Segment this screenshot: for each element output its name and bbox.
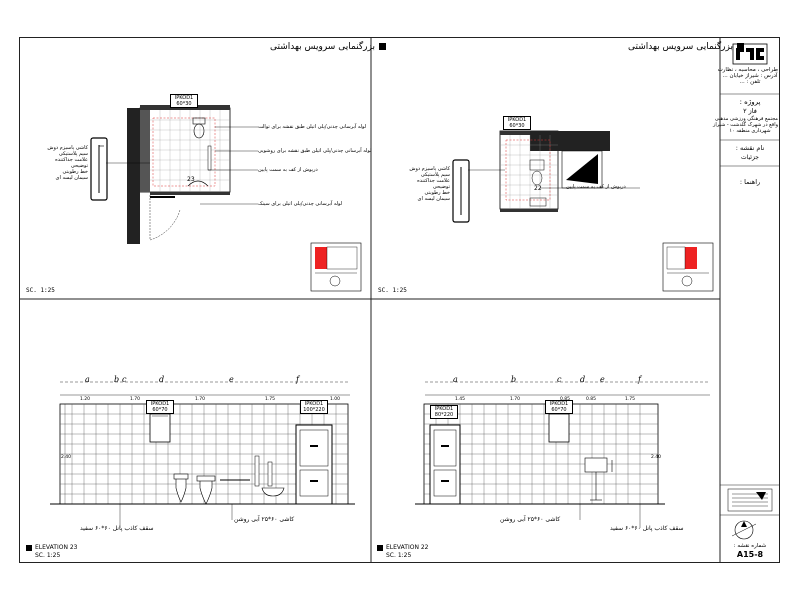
elev-right-grid-b: b [511, 375, 517, 384]
plan-right-room-number: 22 [534, 185, 542, 192]
plan-left-note-2: لوله آبرسانی چدنی/پلی اتیلن طبق نقشه برای روشویی [258, 148, 372, 154]
elev-left-grid-e: e [229, 375, 234, 384]
elev-left-grid-c: c [122, 375, 127, 384]
plan-left-legend: کاشی پاسیزم دوش سیم پلاستیکی علامت جداکننده توضیحی خط رطوبتی سیمان لیسه ای [47, 145, 88, 181]
elev-right-height: 2.40 [651, 455, 662, 460]
elev-right-floor-note: سقف کاذب پانل ۶۰*۶۰ سفید [610, 525, 684, 532]
sheet-number-label: شماره نقشه : [733, 543, 767, 549]
elev-right-door-tag: IPKOD1 80*220 [430, 405, 458, 419]
plan-left-note-4: لوله آبرسانی چدنی/پلی اتیلن برای سینک [258, 201, 343, 207]
plan-left-note-3: درپوش از کف به سمت پایین [258, 167, 318, 173]
elev-right-grid-f: f [638, 375, 641, 384]
elev-right-grid-c: c [557, 375, 562, 384]
plan-left-door-tag: IPKOD1 60*30 [170, 94, 198, 108]
plan-right-title: بزرگنمایی سرویس بهداشتی [628, 42, 744, 52]
elev-right-label: ELEVATION 22 SC. 1:25 [377, 544, 428, 560]
elev-left-height: 2.40 [61, 455, 72, 460]
elev-left-floor-note: سقف کاذب پانل ۶۰*۶۰ سفید [80, 525, 154, 532]
project-label: پروژه : [739, 98, 761, 106]
plan-left-note-1: لوله آبرسانی چدنی/پلی اتیلن طبق نقشه برای توالت [258, 124, 367, 130]
elev-left-dim: 1.70 [130, 397, 141, 402]
plan-right-legend: کاشی پاسیزم دوش سیم پلاستیکی علامت جداکننده توضیحی خط رطوبتی سیمان لیسه ای [409, 166, 450, 202]
elev-left-door-tag: IPKOD1 100*220 [300, 400, 328, 414]
elev-left-dim: 1.75 [265, 397, 276, 402]
elev-left-tile-note: کاشی ۶۰*۲۵ آبی روشن [234, 516, 295, 523]
plan-left-room-number: 23 [187, 176, 195, 183]
elev-left-dim: 1.70 [195, 397, 206, 402]
plan-right-door-tag: IPKOD1 60*30 [503, 116, 531, 130]
elev-left-grid-a: a [85, 375, 90, 384]
plan-left-scale: SC. 1:25 [26, 287, 55, 294]
drawing-name-label: نام نقشه : [735, 144, 765, 152]
elev-right-grid-d: d [580, 375, 586, 384]
drawing-name-value: جزئیات [741, 154, 759, 161]
project-description: مجتمع فرهنگی ورزشی مذهبی واقع در شهرک گلدشت - شیراز شهرداری منطقه ۱۰ [713, 116, 778, 134]
elev-right-tile-note: کاشی ۶۰*۲۵ آبی روشن [500, 516, 561, 523]
guide-label: راهنما : [739, 178, 761, 186]
elev-left-grid-d: d [159, 375, 165, 384]
elev-right-grid-e: e [600, 375, 605, 384]
sheet-number: A15-8 [736, 550, 764, 559]
plan-left-title: بزرگنمایی سرویس بهداشتی [270, 42, 386, 52]
elev-right-window-tag: IPKOD1 60*70 [545, 400, 573, 414]
elev-left-dim: 1.20 [80, 397, 91, 402]
elev-right-dim: 1.75 [625, 397, 636, 402]
firm-info: طراحی ، محاسبه ، نظارت آدرس : شیراز خیابان ... تلفن : ... [717, 67, 778, 85]
elev-left-label: ELEVATION 23 SC. 1:25 [26, 544, 77, 560]
elev-left-window-tag: IPKOD1 60*70 [146, 400, 174, 414]
elev-left-grid-f: f [296, 375, 299, 384]
plan-right-note: درپوش از کف به سمت پایین [566, 184, 626, 190]
plan-right-scale: SC. 1:25 [378, 287, 407, 294]
elev-right-dim: 0.85 [586, 397, 597, 402]
elev-right-dim: 1.70 [510, 397, 521, 402]
elev-right-grid-a: a [453, 375, 458, 384]
elev-right-dim: 1.45 [455, 397, 466, 402]
elev-left-grid-b: b [114, 375, 120, 384]
project-phase: فاز ۲ [743, 107, 757, 115]
elev-left-dim: 1.00 [330, 397, 341, 402]
